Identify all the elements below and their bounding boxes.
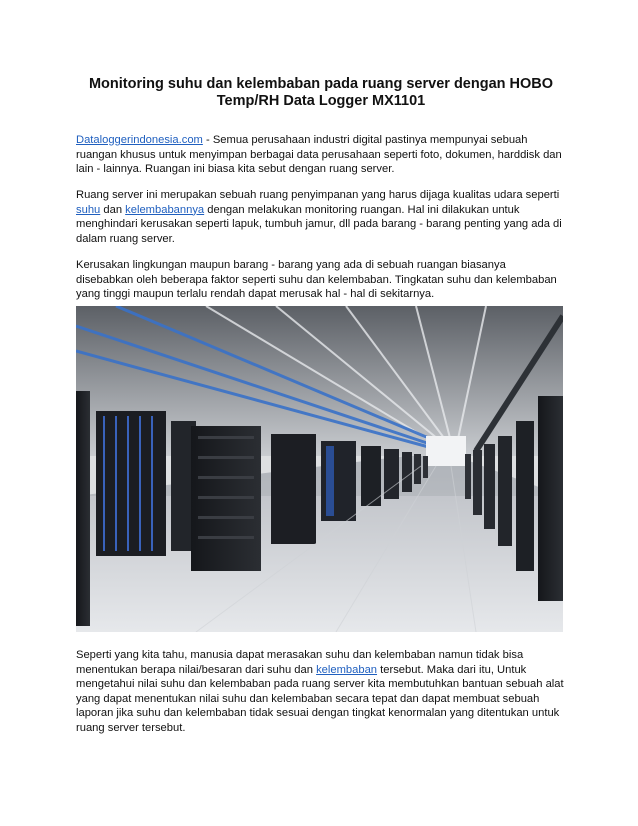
suhu-link[interactable]: suhu bbox=[76, 203, 101, 216]
paragraph-text: Seperti yang kita tahu, manusia dapat merasakan suhu dan kelembaban namun tidak bisa menentukan berapa nilai/besaran dari suhu dan bbox=[76, 649, 524, 676]
kelembaban-link[interactable]: kelembaban bbox=[316, 663, 378, 676]
paragraph-damage bbox=[76, 258, 566, 302]
source-link[interactable]: Dataloggerindonesia.com bbox=[76, 134, 203, 146]
paragraph-text: dan bbox=[100, 203, 126, 216]
paragraph-text: dengan melakukan monitoring ruangan. Hal ini dilakukan untuk menghindari kerusakan seperti lapuk, tumbuh jamur, dll pada barang - barang penting yang ada di dalam ruang server. bbox=[76, 203, 562, 245]
paragraph-server-room bbox=[76, 188, 566, 246]
paragraph-measurement bbox=[76, 648, 566, 736]
paragraph-intro bbox=[76, 133, 566, 177]
paragraph-text: tersebut. Maka dari itu, Untuk mengetahui nilai suhu dan kelembaban pada ruang server kita membutuhkan bantuan sebuah alat yang dapat menentukan nilai suhu dan kelembaban secara tepat dan dapat membuat sebuah laporan jika suhu dan kelembaban tidak sesuai dengan tingkat kenormalan yang ditentukan untuk ruang server tersebut. bbox=[76, 663, 564, 734]
page-title: Monitoring suhu dan kelembaban pada ruang server dengan HOBO Temp/RH Data Logger MX1101 bbox=[88, 76, 554, 109]
paragraph-text: Ruang server ini merupakan sebuah ruang penyimpanan yang harus dijaga kualitas udara seperti bbox=[76, 189, 560, 201]
kelembabannya-link[interactable]: kelembabannya bbox=[125, 203, 205, 216]
server-room-photo bbox=[76, 306, 563, 632]
paragraph-intro-text: - Semua perusahaan industri digital pastinya mempunyai sebuah ruangan khusus untuk menyimpan berbagai data perusahaan seperti foto, dokumen, harddisk dan lain - lainnya. Ruangan ini biasa kita sebut dengan ruang server. bbox=[76, 134, 562, 176]
paragraph-text: Kerusakan lingkungan maupun barang - barang yang ada di sebuah ruangan biasanya disebabkan oleh beberapa faktor seperti suhu dan kelembaban. Tingkatan suhu dan kelembaban yang tinggi maupun terlalu rendah dapat merusak hal - hal di sekitarnya. bbox=[76, 259, 557, 301]
